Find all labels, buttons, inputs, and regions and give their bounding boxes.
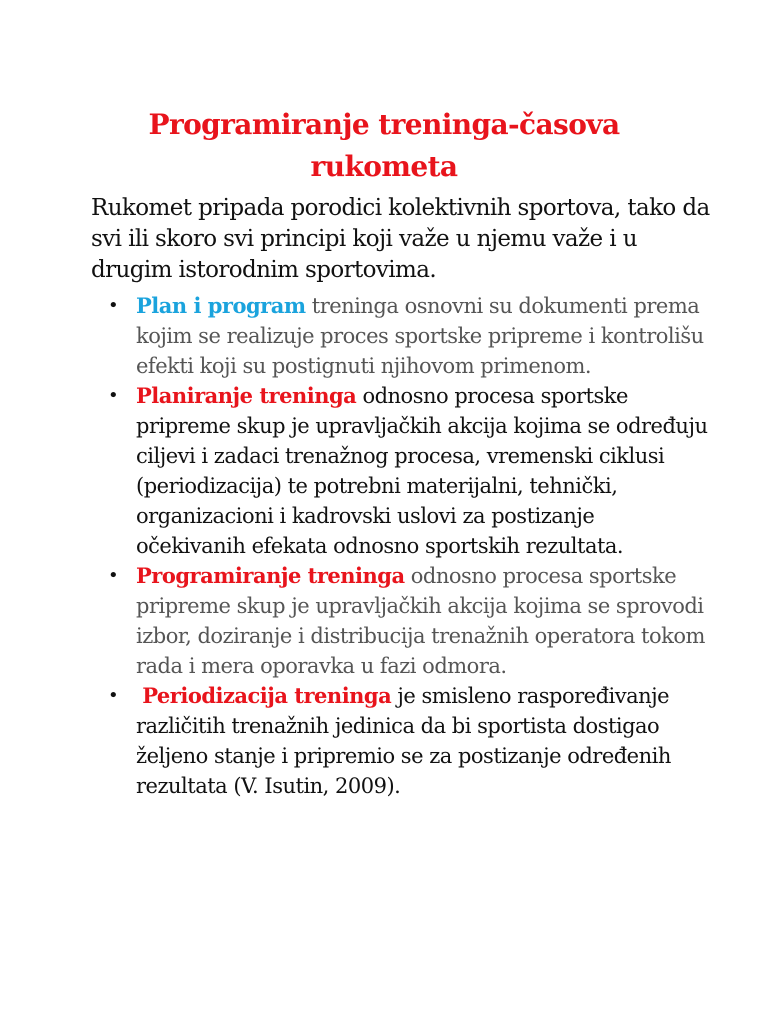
term-programiranje-treninga: Programiranje treninga (136, 563, 405, 588)
bullet-marker: • (108, 565, 119, 586)
bullet-text: je smisleno raspoređivanje različitih trenažnih jedinica da bi sportista dostigao željeno stanje i pripremio se za postizanje određenih rezultata (V. Isutin, 2009). (136, 684, 671, 798)
bullet-marker: • (108, 385, 119, 406)
bullet-marker: • (108, 295, 119, 316)
bullet-text: odnosno procesa sportske pripreme skup je upravljačkih akcija kojima se sprovodi izbor, doziranje i distribucija trenažnih operatora tokom rada i mera oporavka u fazi odmora. (136, 564, 705, 678)
title-line-1: Programiranje treninga-časova (148, 108, 620, 141)
intro-paragraph: Rukomet pripada porodici kolektivnih sportova, tako da svi ili skoro svi principi koji važe u njemu važe i u drugim istorodnim sportovima. (91, 195, 710, 283)
term-plan-i-program: Plan i program (136, 293, 306, 318)
bullet-list (0, 291, 768, 801)
list-item-periodizacija-treninga (0, 681, 768, 801)
title-line-2: rukometa (310, 150, 458, 183)
list-item-programiranje-treninga (0, 561, 768, 681)
list-item-plan-i-program (0, 291, 768, 381)
bullet-text: treninga osnovni su dokumenti prema kojim se realizuje proces sportske pripreme i kontrolišu efekti koji su postignuti njihovom primenom. (136, 294, 704, 378)
page-title (60, 104, 708, 188)
bullet-marker: • (108, 685, 119, 706)
bullet-text: odnosno procesa sportske pripreme skup je upravljačkih akcija kojima se određuju ciljevi i zadaci trenažnog procesa, vremenski ciklusi (periodizacija) te potrebni materijalni, tehnički, organizacioni i kadrovski uslovi za postizanje očekivanih efekata odnosno sportskih rezultata. (136, 384, 708, 558)
term-periodizacija-treninga: Periodizacija treninga (142, 683, 392, 708)
term-planiranje-treninga: Planiranje treninga (136, 383, 357, 408)
list-item-planiranje-treninga (0, 381, 768, 561)
